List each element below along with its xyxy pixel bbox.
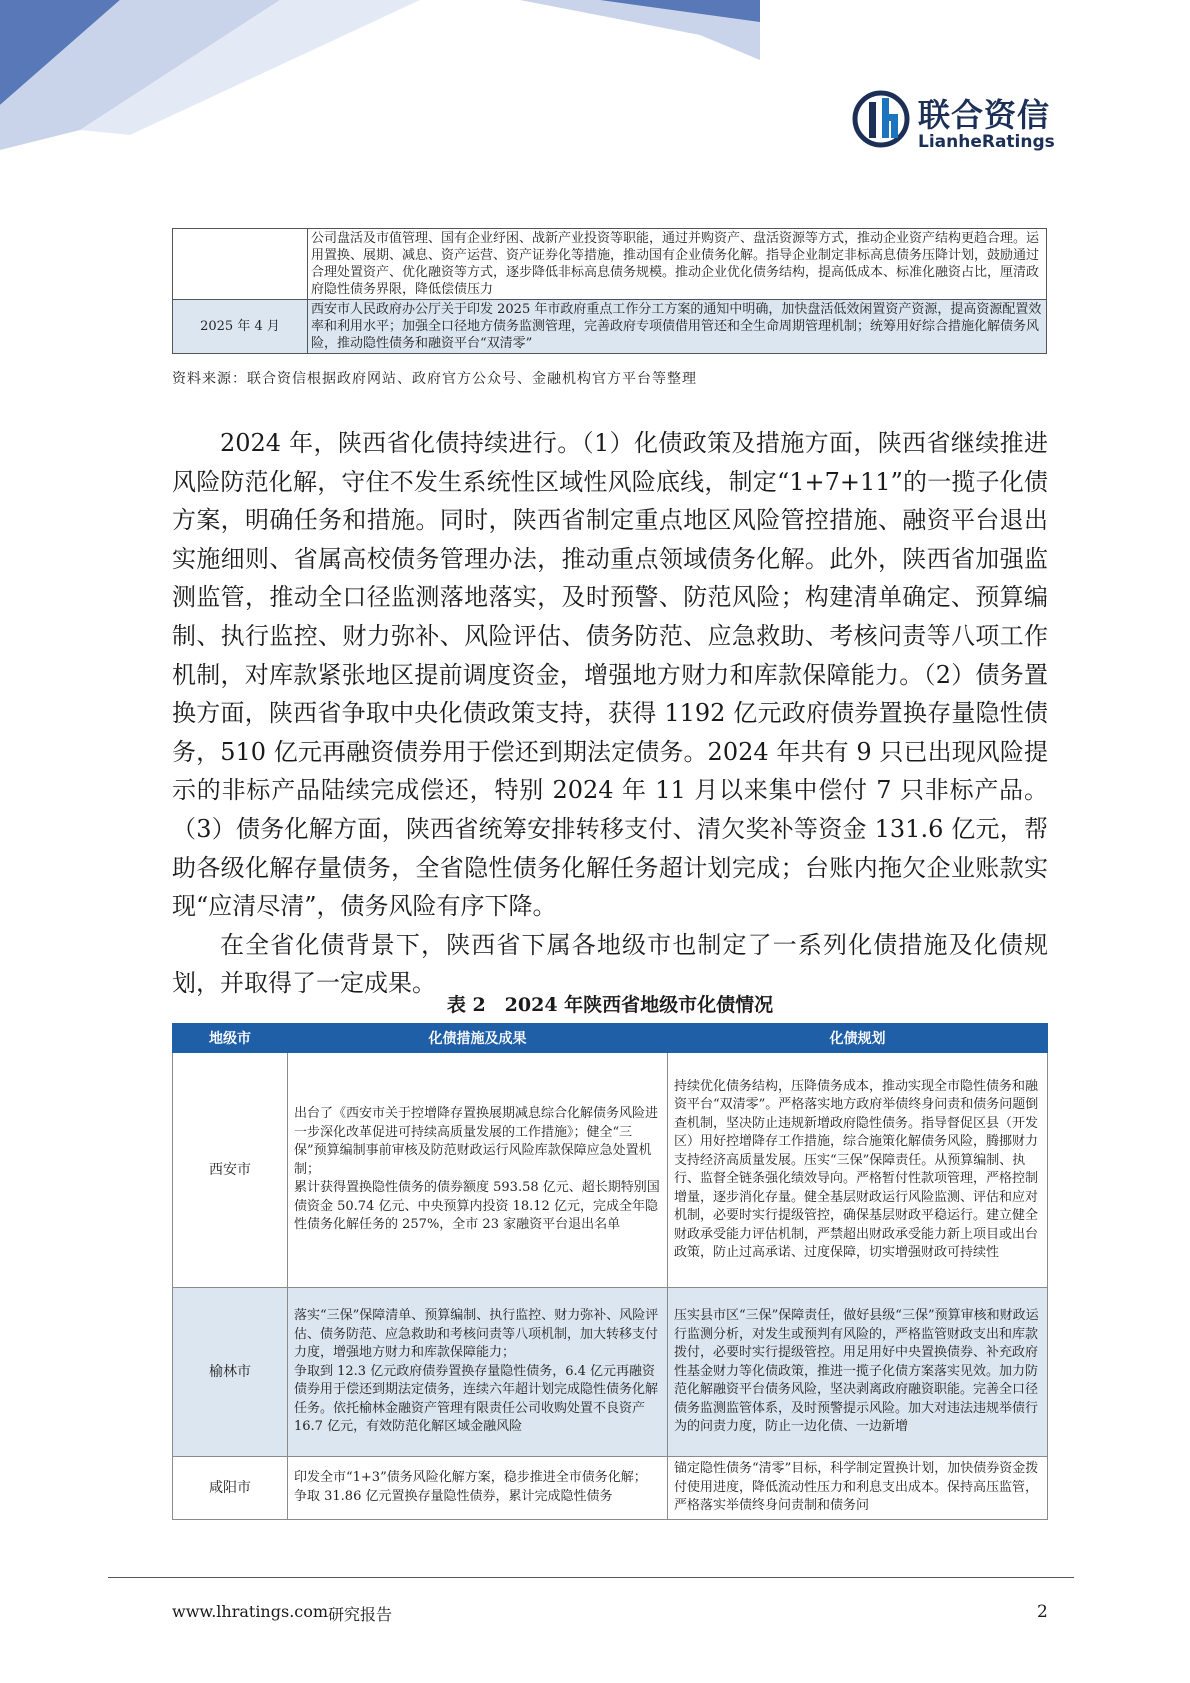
footer-divider <box>108 1577 1074 1578</box>
table-source-note: 资料来源：联合资信根据政府网站、政府官方公众号、金融机构官方平台等整理 <box>172 371 697 387</box>
column-header-plan: 化债规划 <box>668 1024 1048 1053</box>
table-cell-measures <box>288 1288 668 1457</box>
table-row <box>173 1053 1048 1288</box>
table-cell-date <box>173 229 308 300</box>
column-header-measures: 化债措施及成果 <box>288 1024 668 1053</box>
column-header-city: 地级市 <box>173 1024 288 1053</box>
table-cell-plan <box>668 1457 1048 1520</box>
table-row <box>173 1457 1048 1520</box>
table-cell-plan <box>668 1053 1048 1288</box>
table-cell-measures <box>288 1457 668 1520</box>
table-row <box>173 1288 1048 1457</box>
table-row <box>173 300 1047 354</box>
table-cell-content: 公司盘活及市值管理、国有企业纾困、战新产业投资等职能，通过并购资产、盘活资源等方式，推动企业资产结构更趋合理。运用置换、展期、减息、资产运营、资产证券化等措施，推动国有企业债务化解。指导企业制定非标高息债务压降计划，鼓励通过合理处置资产、优化融资等方式，逐步降低非标高息债务规模。推动企业优化债务结构，提高低成本、标准化融资占比，厘清政府隐性债务界限，降低偿债压力 <box>308 229 1047 300</box>
lianhe-ratings-logo <box>850 88 1060 158</box>
table-cell-plan <box>668 1288 1048 1457</box>
plan-text: 锚定隐性债务“清零”目标，科学制定置换计划，加快债券资金拨付使用进度，降低流动性压力和利息支出成本。保持高压监管，严格落实举债终身问责制和债务问 <box>674 1461 1039 1513</box>
measures-text: 落实“三保”保障清单、预算编制、执行监控、财力弥补、风险评估、债务防范、应急救助和考核问责等八项机制，加大转移支付力度，增强地方财力和库款保障能力； 争取到 12.3 亿元政府债券置换存量隐性债务，6.4 亿元再融资债券用于偿还到期法定债务，连续六年超计划完成隐性债务化解任务。依托榆林金融资产管理有限责任公司收购处置不良资产 16.7 亿元，有效防范化解区域金融风险 <box>294 1308 659 1435</box>
table-cell-measures <box>288 1053 668 1288</box>
table-cell-city: 咸阳市 <box>173 1457 288 1520</box>
table-cell-city: 榆林市 <box>173 1288 288 1457</box>
paragraph: 在全省化债背景下，陕西省下属各地级市也制定了一系列化债措施及化债规划，并取得了一定成果。 <box>172 930 1048 998</box>
paragraph: 2024 年，陕西省化债持续进行。（1）化债政策及措施方面，陕西省继续推进风险防范化解，守住不发生系统性区域性风险底线，制定“1+7+11”的一揽子化债方案，明确任务和措施。同时，陕西省制定重点地区风险管控措施、融资平台退出实施细则、省属高校债务管理办法，推动重点领域债务化解。此外，陕西省加强监测监管，推动全口径监测落地落实，及时预警、防范风险；构建清单确定、预算编制、执行监控、财力弥补、风险评估、债务防范、应急救助、考核问责等八项工作机制，对库款紧张地区提前调度资金，增强地方财力和库款保障能力。（2）债务置换方面，陕西省争取中央化债政策支持，获得 1192 亿元政府债券置换存量隐性债务，510 亿元再融资债券用于偿还到期法定债务。2024 年共有 9 只已出现风险提示的非标产品陆续完成偿还，特别 2024 年 11 月以来集中偿付 7 只非标产品。（3）债务化解方面，陕西省统筹安排转移支付、清欠奖补等资金 131.6 亿元，帮助各级化解存量债务，全省隐性债务化解任务超计划完成；台账内拖欠企业账款实现“应清尽清”，债务风险有序下降。 <box>172 429 1048 921</box>
plan-text: 压实县市区“三保”保障责任，做好县级“三保”预算审核和财政运行监测分析，对发生或预判有风险的，严格监管财政支出和库款拨付，必要时实行提级管控。用足用好中央置换债券、补充政府性基金财力等化债政策，推进一揽子化债方案落实见效。加力防范化解融资平台债务风险，坚决剥离政府融资职能。完善全口径债务监测监管体系，及时预警提示风险。加大对违法违规举债行为的问责力度，防止一边化债、一边新增 <box>674 1308 1039 1435</box>
measures-text: 印发全市“1+3”债务风险化解方案，稳步推进全市债务化解； 争取 31.86 亿元置换存量隐性债券，累计完成隐性债务 <box>294 1470 647 1504</box>
table-2-title: 表 2 2024 年陕西省地级市化债情况 <box>446 994 774 1016</box>
table-cell-city: 西安市 <box>173 1053 288 1288</box>
header-corner-decoration <box>0 0 760 160</box>
table-cell-date: 2025 年 4 月 <box>173 300 308 354</box>
body-text <box>172 424 1048 1003</box>
footer-website-link[interactable]: www.lhratings.com <box>172 1602 329 1621</box>
plan-text: 持续优化债务结构，压降债务成本，推动实现全市隐性债务和融资平台“双清零”。严格落实地方政府举债终身问责和债务问题倒查机制，坚决防止违规新增政府隐性债务。指导督促区县（开发区）用好控增降存工作措施，综合施策化解债务风险，腾挪财力支持经济高质量发展。压实“三保”保障责任。从预算编制、执行、监督全链条强化绩效导向。严格暂付性款项管理，严格控制增量，逐步消化存量。健全基层财政运行风险监测、评估和应对机制，必要时实行提级管控，确保基层财政平稳运行。建立健全财政承受能力评估机制，严禁超出财政承受能力新上项目或出台政策，防止过高承诺、过度保障，切实增强财政可持续性 <box>674 1078 1039 1260</box>
city-debt-table <box>172 1023 1048 1520</box>
table-header-row <box>173 1024 1048 1053</box>
policy-table-continuation <box>172 228 1047 354</box>
table-cell-content: 西安市人民政府办公厅关于印发 2025 年市政府重点工作分工方案的通知中明确，加快盘活低效闲置资产资源，提高资源配置效率和利用水平；加强全口径地方债务监测管理，完善政府专项债借用管还和全生命周期管理机制；统筹用好综合措施化解债务风险，推动隐性债务和融资平台“双清零” <box>308 300 1047 354</box>
footer-report-type: 研究报告 <box>328 1605 393 1624</box>
logo-chinese-name: 联合资信 <box>918 96 1051 134</box>
table-row <box>173 229 1047 300</box>
lianhe-logo-icon <box>850 88 912 150</box>
measures-text: 出台了《西安市关于控增降存置换展期减息综合化解债务风险进一步深化改革促进可持续高质量发展的工作措施》；健全“三保”预算编制事前审核及防范财政运行风险库款保障应急处置机制； 累计获得置换隐性债务的债券额度 593.58 亿元、超长期特别国债资金 50.74 亿元、中央预算内投资 18.12 亿元，完成全年隐性债务化解任务的 257%，全市 23 家融资平台退出名单 <box>294 1106 660 1233</box>
page-number: 2 <box>1037 1602 1048 1622</box>
logo-english-name: LianheRatings <box>918 132 1055 152</box>
